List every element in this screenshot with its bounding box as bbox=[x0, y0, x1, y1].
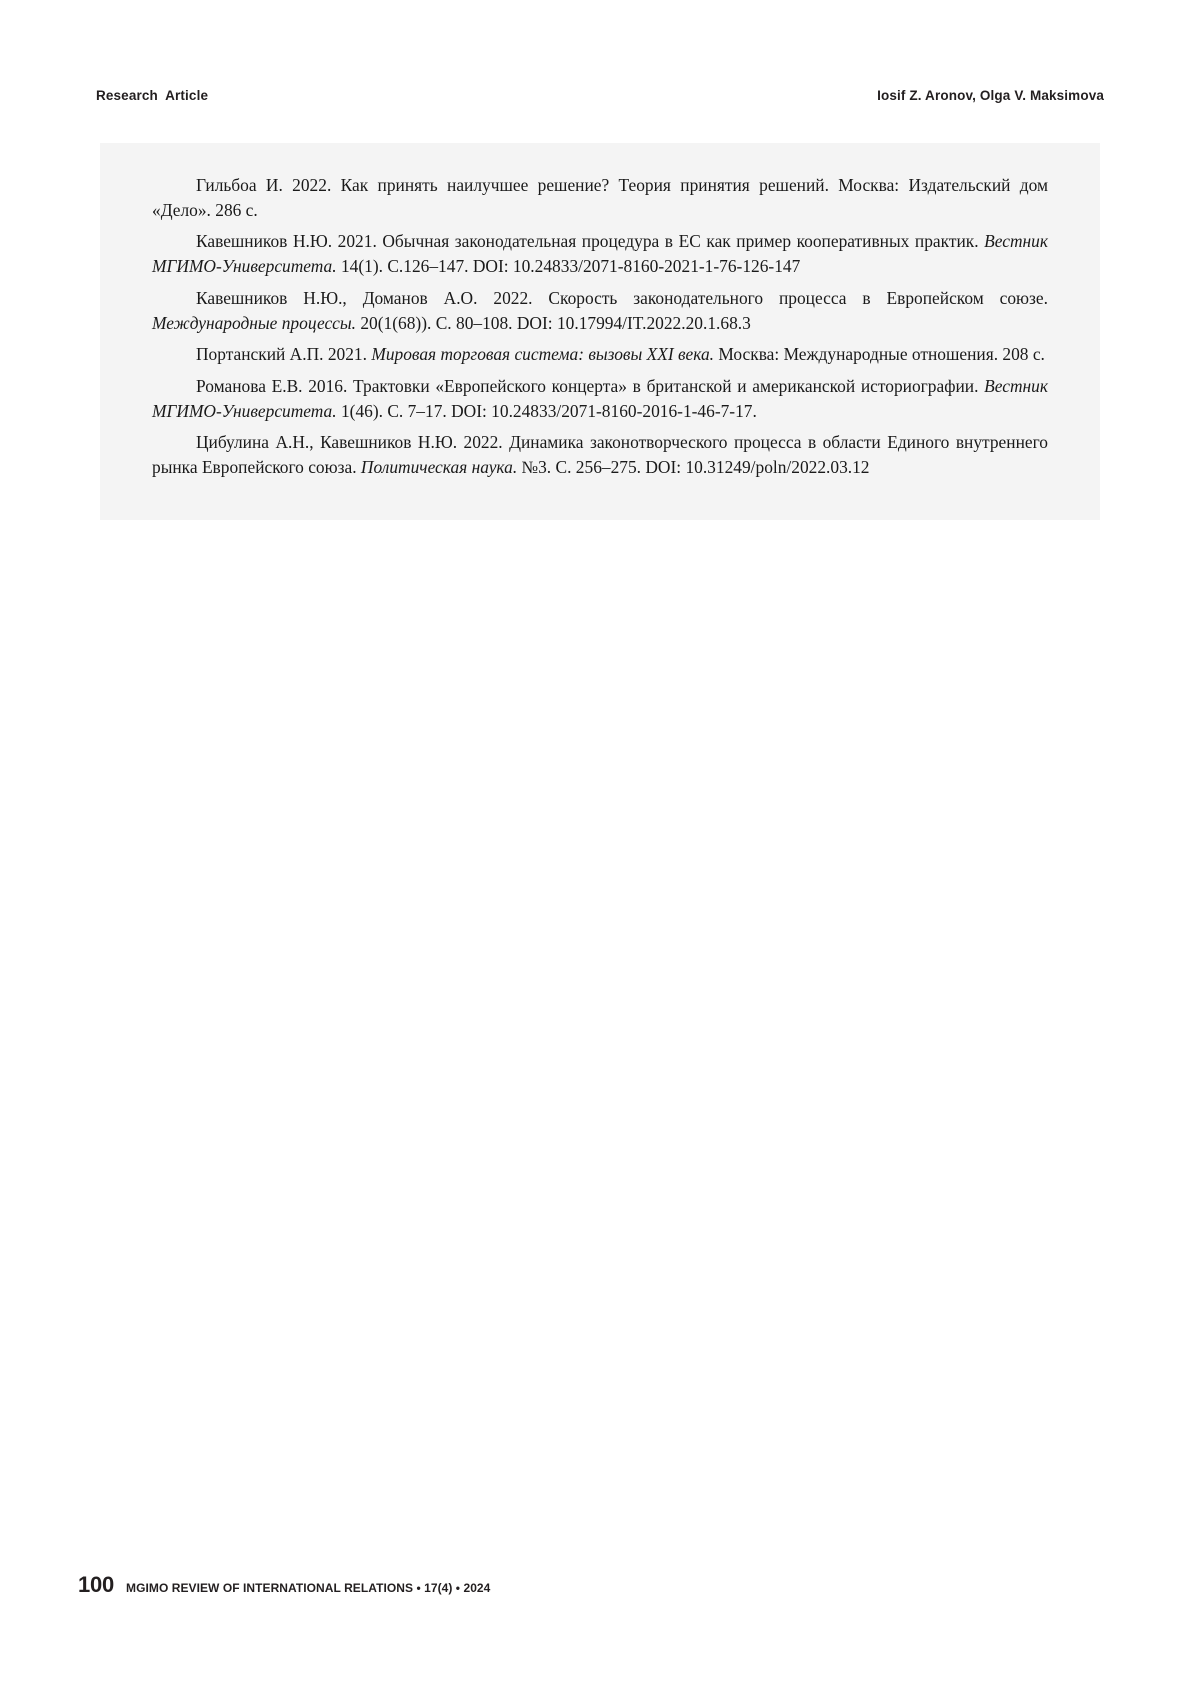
page-footer bbox=[78, 1572, 490, 1598]
reference-source-title: Вестник МГИМО-Университета. bbox=[152, 231, 1048, 277]
running-head-authors: Iosif Z. Aronov, Olga V. Maksimova bbox=[877, 88, 1104, 103]
reference-text: 1(46). С. 7–17. DOI: 10.24833/2071-8160-2016-1-46-7-17. bbox=[336, 400, 757, 421]
references-block bbox=[100, 143, 1100, 520]
journal-citation-line: MGIMO REVIEW OF INTERNATIONAL RELATIONS • 17(4) • 2024 bbox=[126, 1581, 491, 1595]
reference-text: №3. С. 256–275. DOI: 10.31249/poln/2022.03.12 bbox=[517, 457, 870, 478]
page-number: 100 bbox=[78, 1572, 115, 1597]
reference-entry bbox=[152, 173, 1048, 222]
running-head-article-type: Research Article bbox=[96, 88, 209, 103]
reference-entry bbox=[152, 374, 1048, 423]
reference-entry bbox=[152, 342, 1048, 367]
reference-entry bbox=[152, 430, 1048, 479]
reference-text: Москва: Международные отношения. 208 с. bbox=[714, 344, 1045, 365]
reference-text: Гильбоа И. 2022. Как принять наилучшее решение? Теория принятия решений. Москва: Издательский дом «Дело». 286 с. bbox=[152, 175, 1048, 220]
reference-entry bbox=[152, 286, 1048, 335]
reference-text: Цибулина А.Н., Кавешников Н.Ю. 2022. Динамика законотворческого процесса в области Единого внутреннего рынка Европейского союза. bbox=[152, 432, 1048, 478]
reference-entry bbox=[152, 229, 1048, 278]
reference-text: Романова Е.В. 2016. Трактовки «Европейского концерта» в британской и американской историографии. bbox=[196, 375, 985, 396]
reference-source-title: Вестник МГИМО-Университета. bbox=[152, 375, 1048, 421]
reference-source-title: Международные процессы. bbox=[152, 312, 357, 333]
reference-text: 14(1). С.126–147. DOI: 10.24833/2071-8160-2021-1-76-126-147 bbox=[336, 256, 801, 277]
reference-source-title: Мировая торговая система: вызовы XXI века. bbox=[371, 344, 715, 365]
reference-source-title: Политическая наука. bbox=[360, 457, 518, 478]
reference-text: Портанский А.П. 2021. bbox=[196, 344, 372, 365]
reference-text: Кавешников Н.Ю. 2021. Обычная законодательная процедура в ЕС как пример кооперативных практик. bbox=[196, 231, 985, 252]
reference-text: Кавешников Н.Ю., Доманов А.О. 2022. Скорость законодательного процесса в Европейском союзе. bbox=[196, 287, 1048, 308]
running-head bbox=[96, 88, 1104, 103]
reference-text: 20(1(68)). С. 80–108. DOI: 10.17994/IT.2022.20.1.68.3 bbox=[356, 312, 751, 333]
